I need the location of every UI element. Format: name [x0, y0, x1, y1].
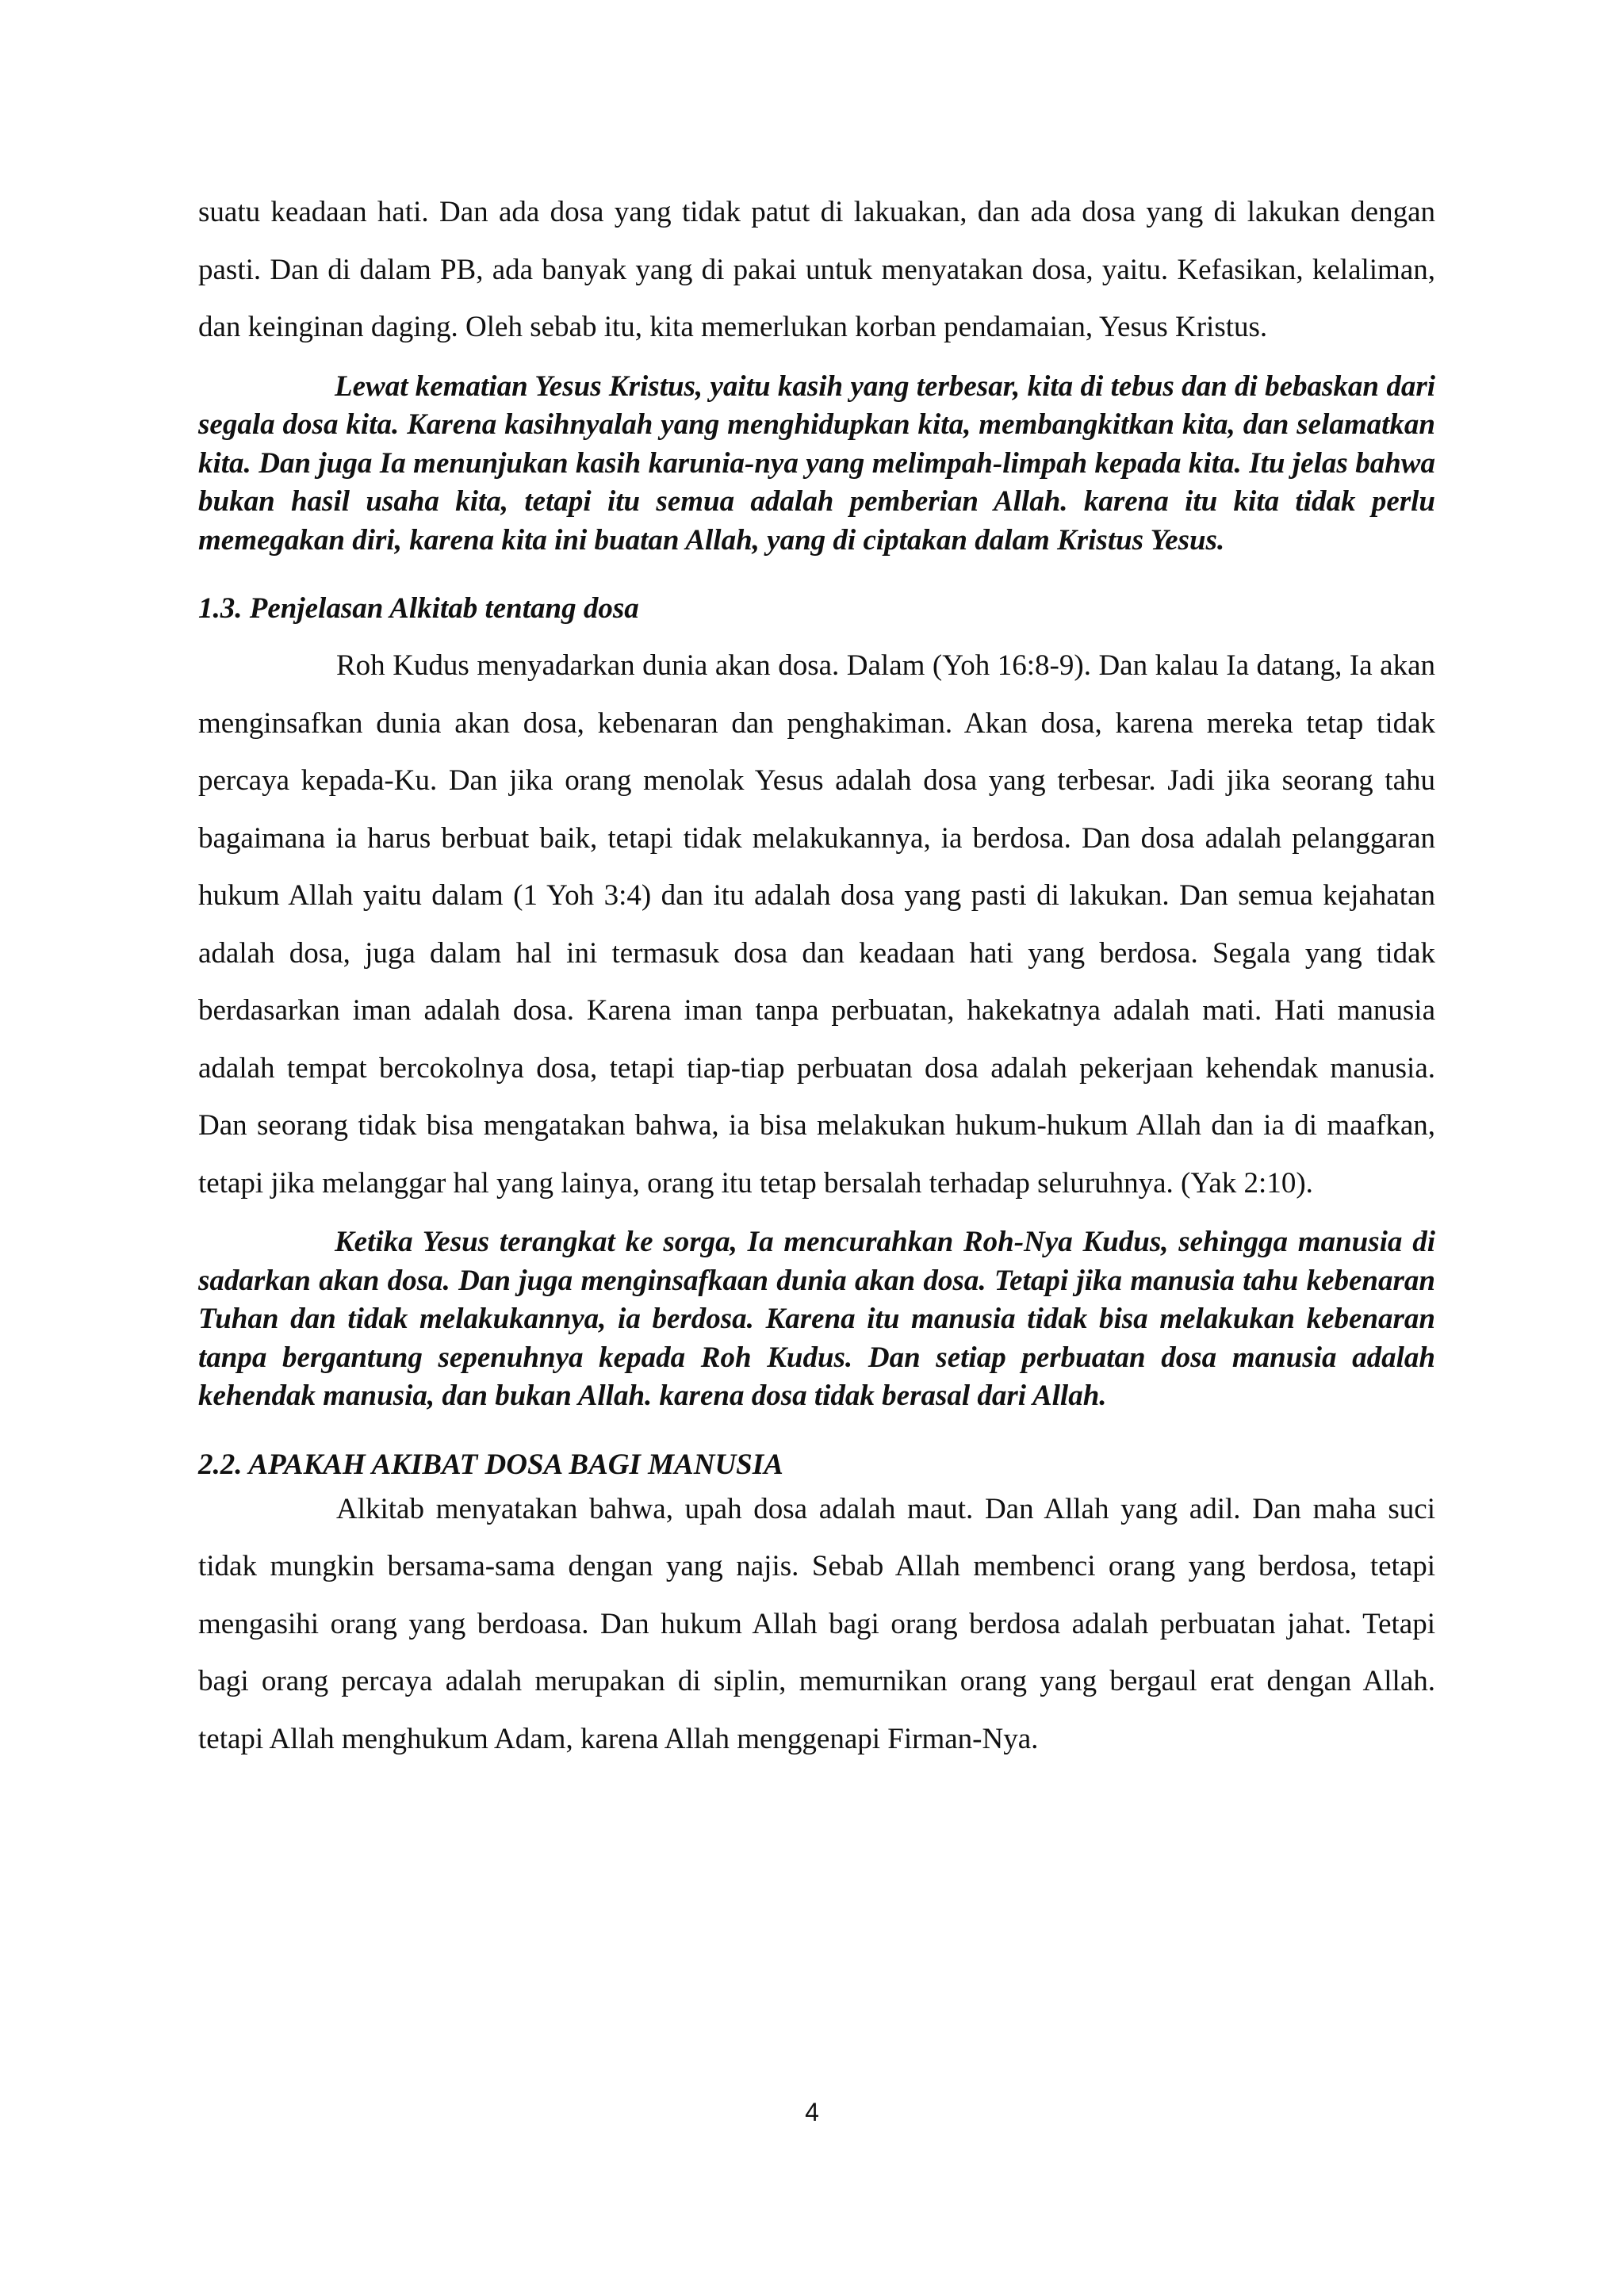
paragraph-bold-ascension: Ketika Yesus terangkat ke sorga, Ia mencurahkan Roh-Nya Kudus, sehingga manusia di sadarkan akan dosa. Dan juga menginsafkaan dunia akan dosa. Tetapi jika manusia tahu kebenaran Tuhan dan tidak melakukannya, ia berdosa. Karena itu manusia tidak bisa melakukan kebenaran tanpa bergantung sepenuhnya kepada Roh Kudus. Dan setiap perbuatan dosa manusia adalah kehendak manusia, dan bukan Allah. karena dosa tidak berasal dari Allah.: [198, 1226, 1435, 1412]
paragraph-holy-spirit: Roh Kudus menyadarkan dunia akan dosa. Dalam (Yoh 16:8-9). Dan kalau Ia datang, Ia akan menginsafkan dunia akan dosa, kebenaran dan penghakiman. Akan dosa, karena mereka tetap tidak percaya kepada-Ku. Dan jika orang menolak Yesus adalah dosa yang terbesar. Jadi jika seorang tahu bagaimana ia harus berbuat baik, tetapi tidak melakukannya, ia berdosa. Dan dosa adalah pelanggaran hukum Allah yaitu dalam (1 Yoh 3:4) dan itu adalah dosa yang pasti di lakukan. Dan semua kejahatan adalah dosa, juga dalam hal ini termasuk dosa dan keadaan hati yang berdosa. Segala yang tidak berdasarkan iman adalah dosa. Karena iman tanpa perbuatan, hakekatnya adalah mati. Hati manusia adalah tempat bercokolnya dosa, tetapi tiap-tiap perbuatan dosa adalah pekerjaan kehendak manusia. Dan seorang tidak bisa mengatakan bahwa, ia bisa melakukan hukum-hukum Allah dan ia di maafkan, tetapi jika melanggar hal yang lainya, orang itu tetap bersalah terhadap seluruhnya. (Yak 2:10).: [198, 649, 1435, 1200]
section-heading-1-3: 1.3. Penjelasan Alkitab tentang dosa: [198, 592, 639, 625]
section-heading-2-2: 2.2. APAKAH AKIBAT DOSA BAGI MANUSIA: [198, 1448, 783, 1481]
page-number: 4: [805, 2098, 819, 2126]
paragraph-wages-of-sin: Alkitab menyatakan bahwa, upah dosa adalah maut. Dan Allah yang adil. Dan maha suci tidak mungkin bersama-sama dengan yang najis. Sebab Allah membenci orang yang berdosa, tetapi mengasihi orang yang berdoasa. Dan hukum Allah bagi orang berdosa adalah perbuatan jahat. Tetapi bagi orang percaya adalah merupakan di siplin, memurnikan orang yang bergaul erat dengan Allah. tetapi Allah menghukum Adam, karena Allah menggenapi Firman-Nya.: [198, 1492, 1435, 1755]
document-page: [198, 184, 1435, 1768]
paragraph-sin-states: suatu keadaan hati. Dan ada dosa yang tidak patut di lakuakan, dan ada dosa yang di lakukan dengan pasti. Dan di dalam PB, ada banyak yang di pakai untuk menyatakan dosa, yaitu. Kefasikan, kelaliman, dan keinginan daging. Oleh sebab itu, kita memerlukan korban pendamaian, Yesus Kristus.: [198, 196, 1435, 343]
paragraph-bold-death-of-jesus: Lewat kematian Yesus Kristus, yaitu kasih yang terbesar, kita di tebus dan di bebaskan dari segala dosa kita. Karena kasihnyalah yang menghidupkan kita, membangkitkan kita, dan selamatkan kita. Dan juga Ia menunjukan kasih karunia-nya yang melimpah-limpah kepada kita. Itu jelas bahwa bukan hasil usaha kita, tetapi itu semua adalah pemberian Allah. karena itu kita tidak perlu memegakan diri, karena kita ini buatan Allah, yang di ciptakan dalam Kristus Yesus.: [198, 369, 1435, 557]
